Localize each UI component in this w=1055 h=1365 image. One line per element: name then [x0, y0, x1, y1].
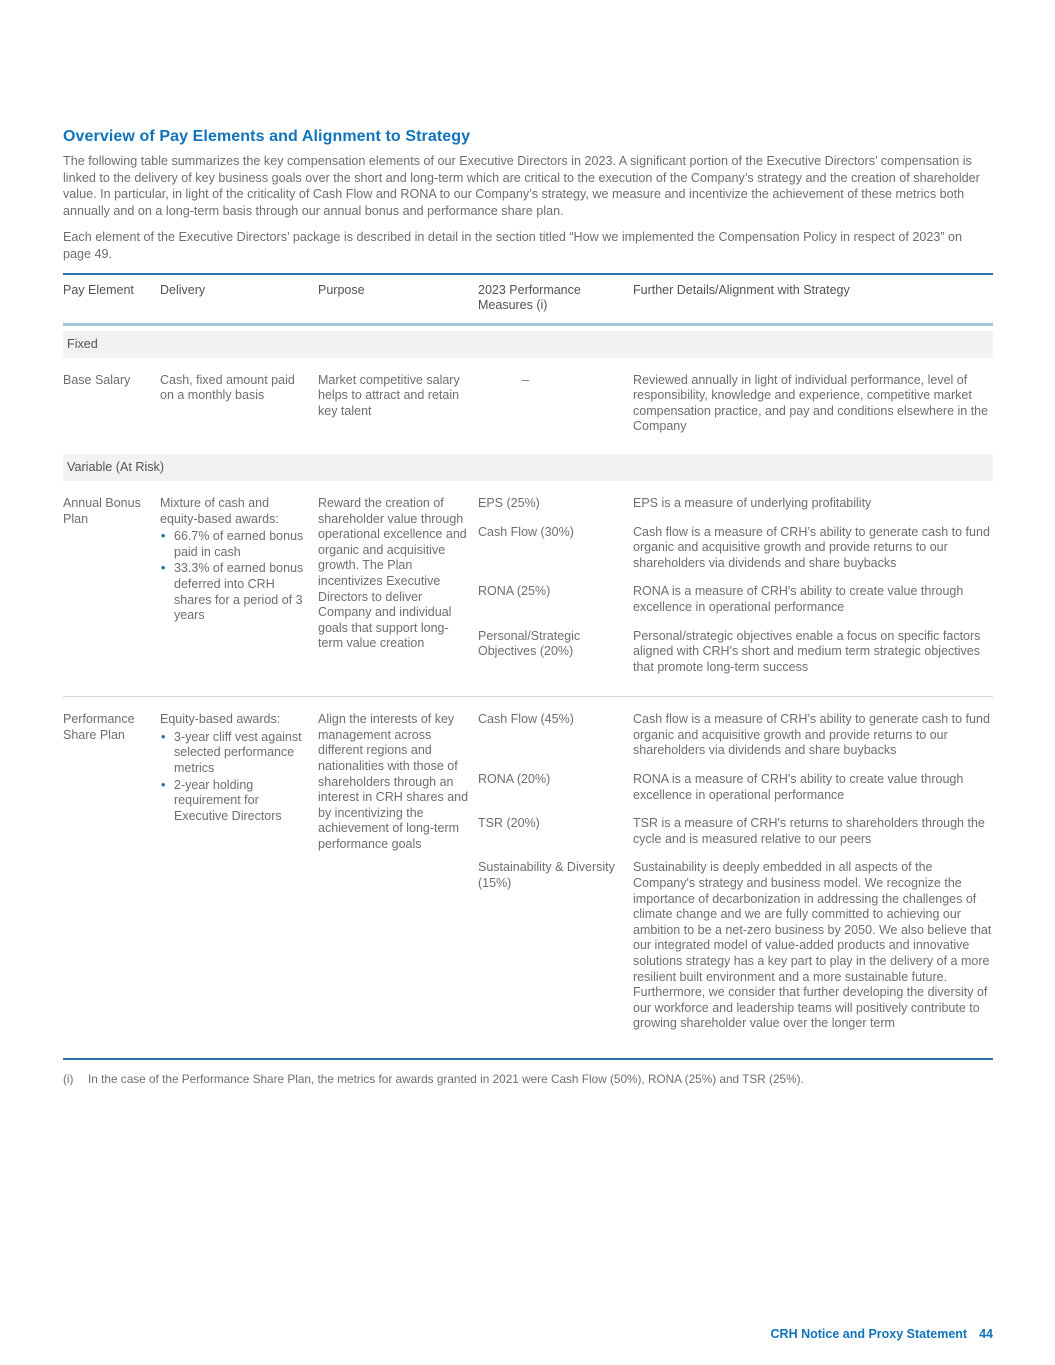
measure-details-tsr: TSR is a measure of CRH's returns to shareholders through the cycle and is measured relative to our peers: [633, 816, 985, 846]
measure-details-rona: RONA is a measure of CRH's ability to create value through excellence in operational performance: [633, 772, 964, 802]
measure-label-cash-flow: Cash Flow (30%): [478, 524, 574, 539]
delivery-intro: Equity-based awards:: [160, 712, 281, 727]
cell-delivery: Cash, fixed amount paid on a monthly basis: [160, 372, 295, 403]
page-footer: [771, 1327, 993, 1341]
measure-details-sustainability-diversity: Sustainability is deeply embedded in all aspects of the Company's strategy and business model. We recognize the importance of decarbonization in addressing the challenges of climate change and we are fully committed to achieving our ambition to be a net-zero business by 2050. We also believe that our integrated model of value-added products and innovative solutions strategy has a key part to play in the delivery of a more resilient built environment and a more sustainable future. Furthermore, we consider that further developing the diversity of our workforce and leadership teams will positively contribute to growing shareholder value over the longer term: [633, 860, 992, 1031]
table-row-annual-bonus-plan: [63, 481, 993, 696]
page-title: Overview of Pay Elements and Alignment to Strategy: [63, 128, 471, 145]
cell-pay-element: Performance Share Plan: [63, 712, 135, 742]
table-header-row: [63, 275, 993, 323]
column-header-delivery: Delivery: [160, 282, 206, 297]
footnote-marker: (i): [63, 1071, 74, 1086]
delivery-bullet-list: [160, 529, 306, 624]
delivery-bullet: • 66.7% of earned bonus paid in cash: [174, 529, 306, 560]
footer-page-number: 44: [979, 1327, 993, 1341]
delivery-bullet: • 2-year holding requirement for Executive Directors: [174, 778, 306, 825]
measure-label-personal-strategic: Personal/Strategic Objectives (20%): [478, 628, 581, 659]
cell-delivery: [160, 496, 318, 675]
section-band-variable: Variable (At Risk): [63, 454, 993, 481]
table-bottom-rule: [63, 1058, 993, 1060]
table-row-base-salary: [63, 358, 993, 449]
column-header-pay-element: Pay Element: [63, 282, 134, 297]
measure-details-eps: EPS is a measure of underlying profitability: [633, 495, 872, 510]
delivery-bullet: • 33.3% of earned bonus deferred into CRH shares for a period of 3 years: [174, 561, 306, 623]
measure-label-tsr: TSR (20%): [478, 816, 540, 831]
measure-details-cash-flow: Cash flow is a measure of CRH’s ability to generate cash to fund organic and acquisitive growth and provide returns to our shareholders via dividends and share buybacks: [633, 712, 990, 758]
delivery-intro: Mixture of cash and equity-based awards:: [160, 495, 279, 526]
measure-label-eps: EPS (25%): [478, 495, 540, 510]
delivery-bullet: • 3-year cliff vest against selected performance metrics: [174, 730, 306, 777]
measure-details-personal-strategic: Personal/strategic objectives enable a focus on specific factors aligned with CRH's short and medium term strategic objectives that promote long-term success: [633, 628, 981, 674]
cell-purpose: Market competitive salary helps to attract and retain key talent: [318, 372, 460, 418]
delivery-bullet-list: [160, 730, 306, 825]
intro-paragraph-1: The following table summarizes the key compensation elements of our Executive Directors in 2023. A significant portion of the Executive Directors’ compensation is linked to the delivery of key business goals over the short and long-term which are critical to the execution of the Company’s strategy and the creation of shareholder value. In particular, in light of the criticality of Cash Flow and RONA to our Company’s strategy, we measure and incentivize the achievement of these metrics both annually and on a long-term basis through our annual bonus and performance share plan.: [63, 154, 980, 218]
table-row-performance-share-plan: [63, 697, 993, 1045]
cell-purpose: Reward the creation of shareholder value through operational excellence and organic and acquisitive growth. The Plan incentivizes Executive Directors to deliver Company and individual goals that support long-term value creation: [318, 495, 467, 651]
measure-label-rona: RONA (20%): [478, 772, 551, 787]
measure-details-rona: RONA is a measure of CRH's ability to create value through excellence in operational performance: [633, 584, 964, 614]
cell-delivery: [160, 712, 318, 1032]
measure-label-rona: RONA (25%): [478, 584, 551, 599]
pay-elements-table: [63, 273, 993, 1060]
cell-purpose: Align the interests of key management across different regions and nationalities with those of shareholders through an interest in CRH shares and by incentivizing the achievement of long-term performance goals: [318, 712, 469, 852]
column-header-purpose: Purpose: [318, 282, 365, 297]
footnote: [63, 1072, 993, 1087]
measures-details-group: [478, 496, 993, 675]
table-header-rule: [63, 323, 993, 326]
section-band-fixed: Fixed: [63, 331, 993, 358]
cell-pay-element: Base Salary: [63, 372, 131, 387]
footnote-text: In the case of the Performance Share Plan, the metrics for awards granted in 2021 were Cash Flow (50%), RONA (25%) and TSR (25%).: [88, 1071, 804, 1086]
measure-label-sustainability-diversity: Sustainability & Diversity (15%): [478, 860, 615, 891]
footer-document-title: CRH Notice and Proxy Statement: [770, 1327, 968, 1341]
intro-paragraph-2: Each element of the Executive Directors’ package is described in detail in the section titled “How we implemented the Compensation Policy in respect of 2023” on page 49.: [63, 230, 963, 261]
measures-details-group: [478, 712, 993, 1032]
measure-label-none: –: [522, 372, 529, 387]
measure-label-cash-flow: Cash Flow (45%): [478, 712, 574, 727]
measure-details-cash-flow: Cash flow is a measure of CRH’s ability to generate cash to fund organic and acquisitive growth and provide returns to our shareholders via dividends and share buybacks: [633, 524, 990, 570]
measure-details: Reviewed annually in light of individual performance, level of responsibility, knowledge and experience, competitive market compensation practice, and pay and conditions elsewhere in the Company: [633, 372, 989, 434]
column-header-further-details: Further Details/Alignment with Strategy: [633, 282, 850, 297]
column-header-performance-measures: 2023 Performance Measures (i): [478, 282, 581, 313]
cell-pay-element: Annual Bonus Plan: [63, 495, 141, 526]
measures-details-group: [478, 373, 993, 435]
